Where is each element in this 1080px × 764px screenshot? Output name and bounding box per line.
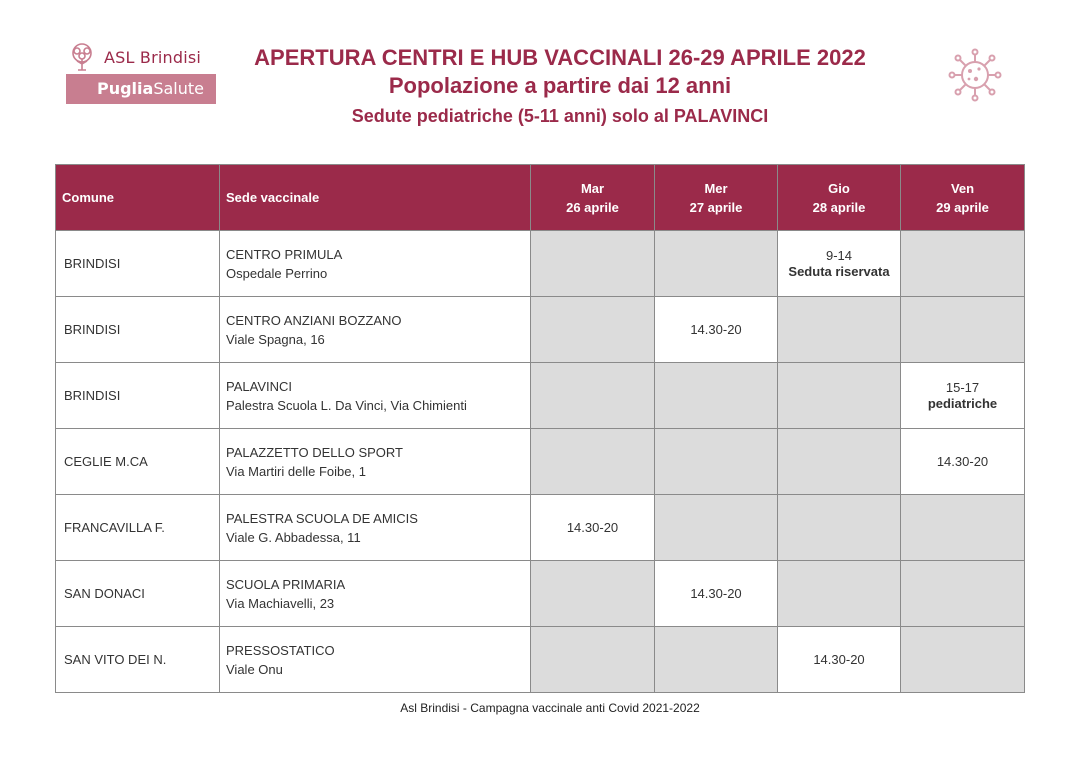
cell-slot <box>531 231 655 297</box>
cell-sede <box>220 363 531 429</box>
cell-slot <box>901 231 1025 297</box>
slot-time: 14.30-20 <box>690 321 742 337</box>
cell-slot <box>655 561 778 627</box>
slot-note: Seduta riservata <box>788 263 890 279</box>
sede-address: Viale G. Abbadessa, 11 <box>226 529 361 545</box>
sede-address: Ospedale Perrino <box>226 265 328 281</box>
cell-slot <box>655 231 778 297</box>
sede-name: PALESTRA SCUOLA DE AMICIS <box>226 510 418 526</box>
cell-slot <box>531 561 655 627</box>
footer-text: Asl Brindisi - Campagna vaccinale anti Covid 2021-2022 <box>400 701 700 715</box>
tree-logo-icon <box>66 42 98 72</box>
sede-address: Viale Onu <box>226 661 283 677</box>
sede-address: Palestra Scuola L. Da Vinci, Via Chimienti <box>226 397 467 413</box>
slot-time: 14.30-20 <box>813 651 865 667</box>
cell-slot <box>531 363 655 429</box>
cell-comune: BRINDISI <box>56 231 220 297</box>
slot-time: 9-14 <box>825 247 853 263</box>
cell-slot <box>901 627 1025 693</box>
page-subtitle-pediatric: Sedute pediatriche (5-11 anni) solo al PALAVINCI <box>351 106 769 126</box>
cell-comune: FRANCAVILLA F. <box>56 495 220 561</box>
virus-icon <box>946 46 1004 104</box>
slot-time: 15-17 <box>945 379 980 395</box>
page-subtitle: Popolazione a partire dai 12 anni <box>388 73 732 98</box>
cell-comune: BRINDISI <box>56 297 220 363</box>
cell-sede <box>220 297 531 363</box>
cell-slot <box>531 627 655 693</box>
table-row <box>56 561 1025 627</box>
asl-logo <box>66 42 216 102</box>
cell-comune: CEGLIE M.CA <box>56 429 220 495</box>
cell-slot <box>778 495 901 561</box>
sede-name: PRESSOSTATICO <box>226 642 335 658</box>
logo-bar <box>66 74 216 104</box>
cell-slot <box>778 429 901 495</box>
header-day <box>655 165 778 231</box>
header-comune: Comune <box>56 165 220 231</box>
table-row <box>56 627 1025 693</box>
cell-sede <box>220 231 531 297</box>
cell-slot <box>778 561 901 627</box>
logo-bottom-bold: Puglia <box>96 79 154 98</box>
header-day-date: 28 aprile <box>812 199 866 215</box>
slot-time: 14.30-20 <box>936 453 989 469</box>
cell-sede <box>220 627 531 693</box>
header-day-name: Gio <box>828 180 850 196</box>
header-day-name: Mer <box>704 180 728 196</box>
cell-sede <box>220 429 531 495</box>
sede-name: SCUOLA PRIMARIA <box>226 576 346 592</box>
cell-slot <box>901 363 1025 429</box>
logo-bottom-light: Salute <box>153 79 204 98</box>
cell-slot <box>531 495 655 561</box>
table-row <box>56 429 1025 495</box>
cell-comune: BRINDISI <box>56 363 220 429</box>
page-title: APERTURA CENTRI E HUB VACCINALI 26-29 APRILE 2022 <box>254 45 866 70</box>
page-titles <box>230 44 890 130</box>
cell-slot <box>655 429 778 495</box>
slot-time: 14.30-20 <box>566 519 619 535</box>
cell-slot <box>655 297 778 363</box>
header-day-date: 29 aprile <box>936 199 989 215</box>
header-day-name: Ven <box>950 180 975 196</box>
table-row <box>56 363 1025 429</box>
header-day-date: 26 aprile <box>566 199 619 215</box>
cell-slot <box>778 231 901 297</box>
cell-sede <box>220 495 531 561</box>
header-day <box>778 165 901 231</box>
header-day-date: 27 aprile <box>689 199 743 215</box>
sede-name: CENTRO ANZIANI BOZZANO <box>226 312 402 328</box>
cell-slot <box>901 561 1025 627</box>
sede-name: PALAVINCI <box>226 378 292 394</box>
cell-slot <box>901 495 1025 561</box>
cell-sede <box>220 561 531 627</box>
sede-address: Via Machiavelli, 23 <box>226 595 335 611</box>
header-day <box>531 165 655 231</box>
header-sede: Sede vaccinale <box>220 165 531 231</box>
table-row <box>56 495 1025 561</box>
slot-note: pediatriche <box>927 395 998 411</box>
cell-slot <box>531 429 655 495</box>
slot-time: 14.30-20 <box>690 585 742 601</box>
cell-slot <box>531 297 655 363</box>
cell-slot <box>655 627 778 693</box>
header-day <box>901 165 1025 231</box>
table-row <box>56 231 1025 297</box>
cell-comune: SAN DONACI <box>56 561 220 627</box>
sede-address: Viale Spagna, 16 <box>226 331 325 347</box>
cell-slot <box>778 627 901 693</box>
header-day-name: Mar <box>580 180 605 196</box>
table-header-row <box>56 165 1025 231</box>
logo-top-text: ASL Brindisi <box>104 47 202 67</box>
cell-slot <box>901 429 1025 495</box>
sede-name: PALAZZETTO DELLO SPORT <box>226 444 403 460</box>
table-row <box>56 297 1025 363</box>
cell-slot <box>778 297 901 363</box>
cell-comune: SAN VITO DEI N. <box>56 627 220 693</box>
schedule-table <box>55 164 1025 693</box>
cell-slot <box>655 363 778 429</box>
cell-slot <box>778 363 901 429</box>
sede-address: Via Martiri delle Foibe, 1 <box>226 463 366 479</box>
cell-slot <box>655 495 778 561</box>
sede-name: CENTRO PRIMULA <box>226 246 343 262</box>
cell-slot <box>901 297 1025 363</box>
